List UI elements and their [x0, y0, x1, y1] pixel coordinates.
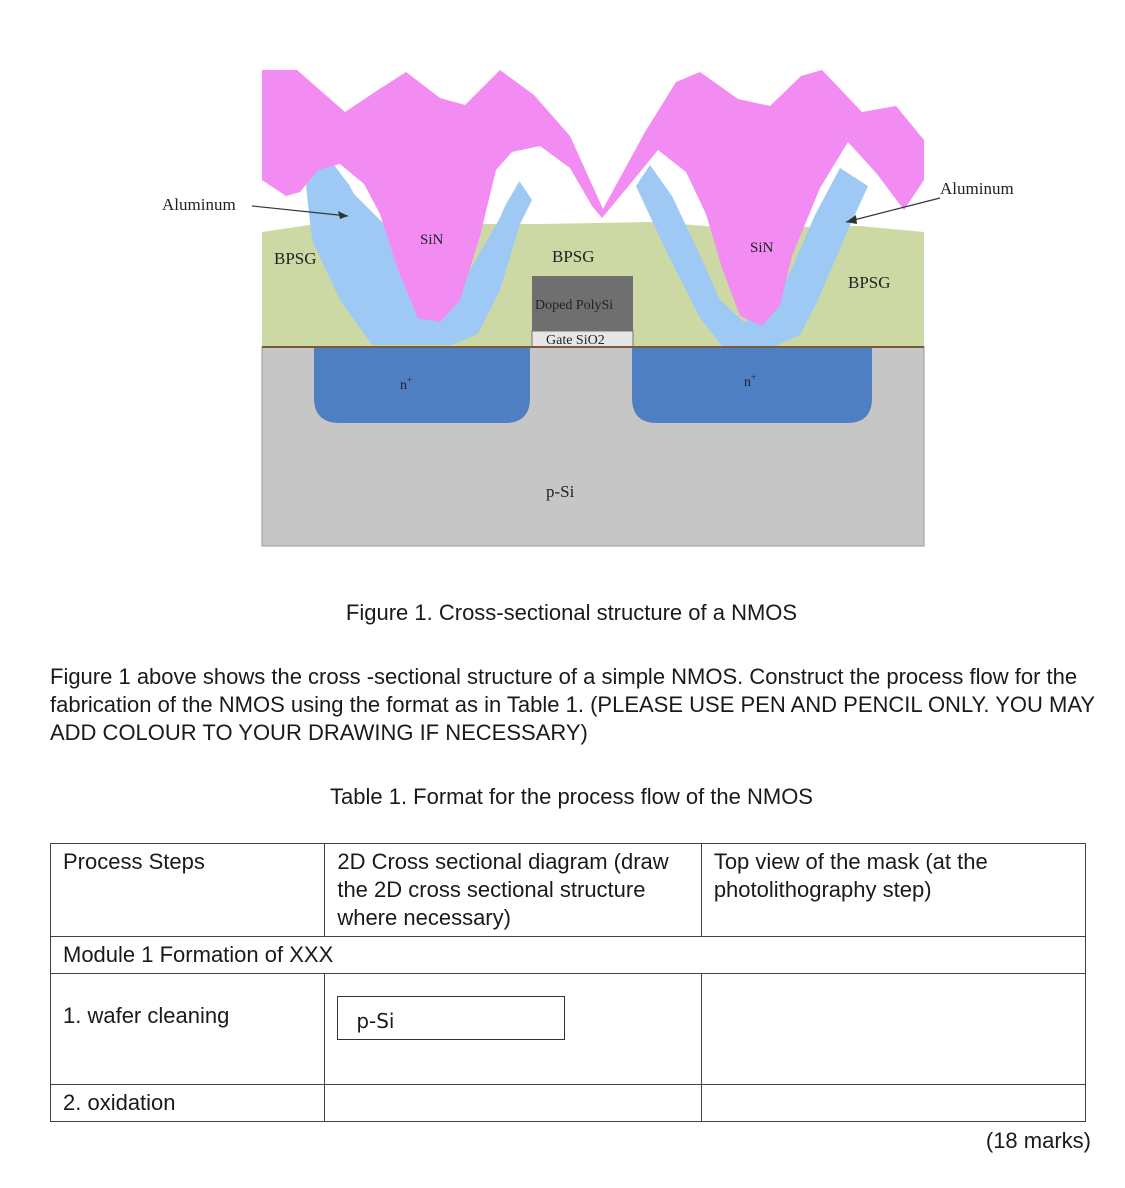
table-caption: Table 1. Format for the process flow of the NMOS	[330, 784, 813, 809]
marks-label: (18 marks)	[985, 1128, 1091, 1153]
label-aluminum-left: Aluminum	[162, 195, 236, 214]
step-oxidation: 2. oxidation	[51, 1085, 325, 1122]
table-row	[51, 974, 1086, 1085]
label-sin-left: SiN	[420, 232, 444, 248]
mask-cell-wafer-cleaning	[701, 974, 1085, 1085]
p-si-sketch-box: p-Si	[337, 996, 565, 1040]
process-flow-table	[50, 843, 1086, 1122]
table-row	[51, 1085, 1086, 1122]
question-paragraph: Figure 1 above shows the cross -sectional structure of a simple NMOS. Construct the process flow for the fabrication of the NMOS using the format as in Table 1. (PLEASE USE PEN AND PENCIL ONLY. YOU MAY ADD COLOUR TO YOUR DRAWING IF NECESSARY)	[50, 664, 1095, 745]
mask-cell-oxidation	[701, 1085, 1085, 1122]
label-bpsg-right: BPSG	[848, 273, 891, 292]
label-bpsg-left: BPSG	[274, 249, 317, 268]
label-doped-polysi: Doped PolySi	[535, 298, 614, 313]
label-sin-right: SiN	[750, 240, 774, 256]
header-process-steps: Process Steps	[51, 844, 325, 937]
label-p-si: p-Si	[546, 482, 575, 501]
module-row	[51, 937, 1086, 974]
diagram-cell-wafer-cleaning	[325, 974, 701, 1085]
figure-caption: Figure 1. Cross-sectional structure of a NMOS	[345, 600, 798, 625]
diagram-cell-oxidation	[325, 1085, 701, 1122]
module-title: Module 1 Formation of XXX	[51, 937, 1086, 974]
label-nplus-right: n+	[744, 372, 757, 390]
header-2d-cross-section: 2D Cross sectional diagram (draw the 2D cross sectional structure where necessary)	[325, 844, 701, 937]
label-nplus-left: n+	[400, 375, 413, 393]
label-bpsg-center: BPSG	[552, 247, 595, 266]
label-gate-sio2: Gate SiO2	[546, 333, 605, 348]
header-top-view-mask: Top view of the mask (at the photolithography step)	[701, 844, 1085, 937]
label-aluminum-right: Aluminum	[940, 179, 1014, 198]
n-plus-region-left	[314, 347, 530, 423]
table-header-row	[51, 844, 1086, 937]
n-plus-region-right	[632, 347, 872, 423]
step-wafer-cleaning: 1. wafer cleaning	[51, 974, 325, 1085]
